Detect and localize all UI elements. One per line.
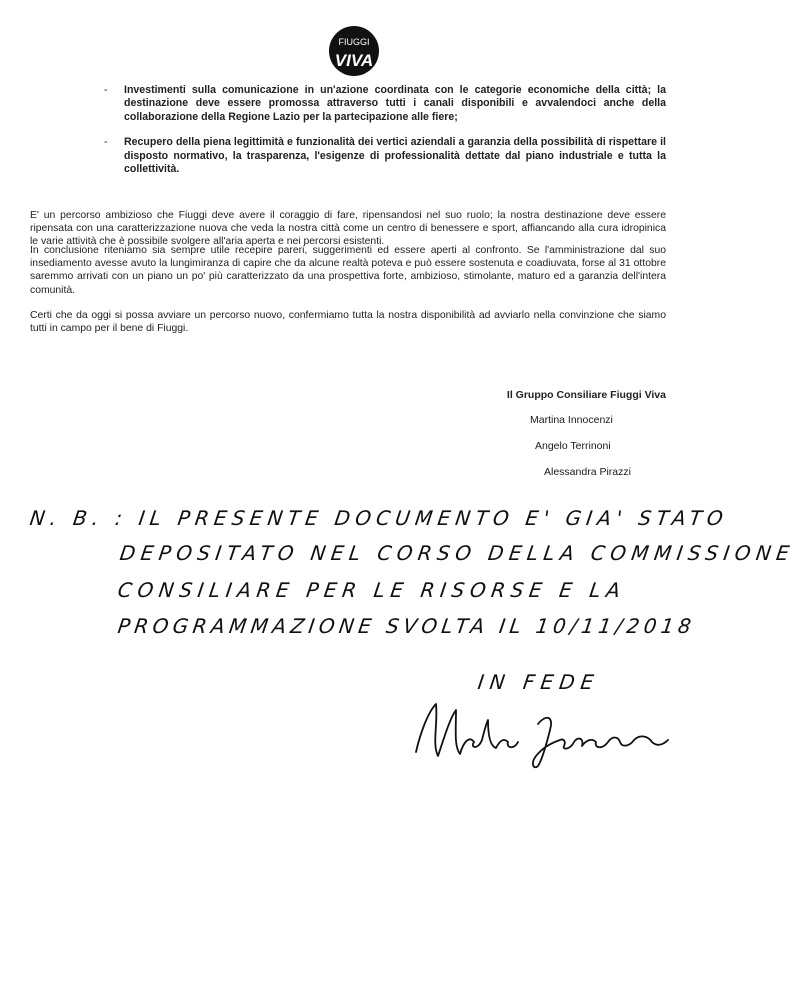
handwritten-line-3: CONSILIARE PER LE RISORSE E LA [116, 578, 628, 602]
bullet-marker: - [104, 84, 108, 96]
logo-line1: FIUGGI [338, 37, 370, 47]
signatory-name: Angelo Terrinoni [535, 440, 611, 452]
bullet-item [104, 136, 666, 176]
bullet-marker: - [104, 136, 108, 149]
handwritten-line-2: DEPOSITATO NEL CORSO DELLA COMMISSIONE [118, 541, 796, 565]
logo-line2: VIVA [334, 51, 374, 70]
signatory-name: Martina Innocenzi [530, 414, 613, 426]
bullet-text: Investimenti sulla comunicazione in un'azione coordinata con le categorie economiche della città; la destinazione deve essere promossa attraverso tutti i canali disponibili e avvalendoci anche della collaborazione della Regione Lazio per la partecipazione alle fiere; [124, 84, 666, 123]
bullet-list [104, 84, 666, 176]
paragraph-vision: E' un percorso ambizioso che Fiuggi deve avere il coraggio di fare, ripensandosi nel suo ruolo; la nostra destinazione deve essere ripensata con una caratterizzazione nuova che veda la nostra città come un centro di benessere e sport, affiancando alla cura idropinica le varie attività che è possibile svolgere all'aria aperta e nei percorsi esistenti. [30, 210, 666, 248]
paragraph-conclusion: In conclusione riteniamo sia sempre utile recepire pareri, suggerimenti ed essere aperti al confronto. Se l'amministrazione dal suo insediamento avesse avuto la lungimiranza di capire che da alcune realtà poteva e può essere sostenuta e coadiuvata, forse al 31 ottobre saremmo arrivati con un piano un po' più caratterizzato da una prospettiva forte, ambizioso, stimolante, maturo ed a garanzia dell'intera comunità. [30, 245, 666, 296]
paragraph-closing: Certi che da oggi si possa avviare un percorso nuovo, confermiamo tutta la nostra disponibilità ad avviarlo nella convinzione che siamo tutti in campo per il bene di Fiuggi. [30, 310, 666, 335]
fiuggi-viva-logo [328, 25, 380, 77]
handwritten-closing: IN FEDE [476, 670, 602, 694]
handwritten-signature [408, 694, 678, 774]
signatory-block [507, 389, 666, 401]
signatory-name: Alessandra Pirazzi [544, 466, 631, 478]
group-name: Il Gruppo Consiliare Fiuggi Viva [506, 389, 666, 401]
bullet-item [104, 84, 666, 124]
handwritten-line-1: N. B. : IL PRESENTE DOCUMENTO E' GIA' STATO [28, 506, 730, 530]
bullet-text: Recupero della piena legittimità e funzionalità dei vertici aziendali a garanzia della possibilità di rispettare il disposto normativo, la trasparenza, l'esigenze di professionalità dettate dal piano industriale e tutta la collettività. [124, 136, 666, 176]
handwritten-line-4: PROGRAMMAZIONE SVOLTA IL 10/11/2018 [116, 614, 697, 638]
